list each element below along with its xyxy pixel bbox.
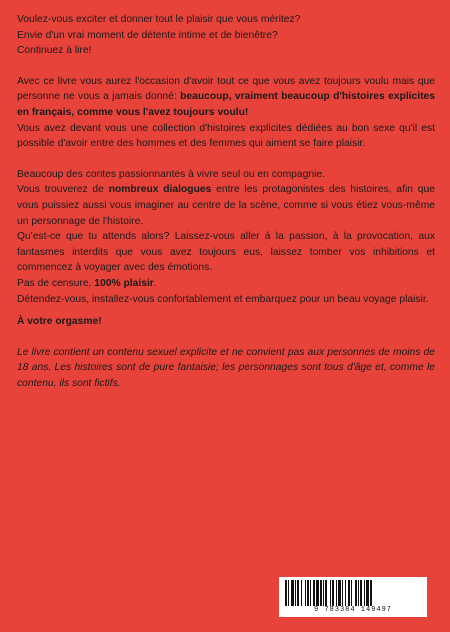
barcode-bar (330, 580, 331, 606)
barcode-bar (313, 580, 315, 606)
barcode-bar (360, 580, 362, 606)
barcode-bar (364, 580, 365, 606)
barcode-bar (305, 580, 306, 606)
paragraph-stories: Beaucoup des contes passionnantes à vivre seul ou en compagnie. (17, 168, 325, 180)
barcode-bar (291, 580, 294, 606)
paragraph-censure-pre: Pas de censure, (17, 277, 95, 289)
disclaimer-text: Le livre contient un contenu sexuel explicite et ne convient pas aux personnes de moins de 18 ans. Les histoires sont de pure fantaisie; les personnages sont tous d'âge et, comme le contenu, ils sont fictifs. (17, 346, 435, 389)
intro-line-3: Continuez à lire! (17, 45, 92, 57)
back-cover-text (17, 12, 435, 391)
barcode-bar (332, 580, 334, 606)
intro-line-1: Voulez-vous exciter et donner tout le plaisir que vous méritez? (17, 14, 301, 25)
barcode-bar (351, 580, 352, 606)
paragraph-dialogues-bold: nombreux dialogues (108, 184, 212, 196)
barcode-bar (336, 580, 337, 606)
barcode-bar (325, 580, 327, 606)
barcode-bar (316, 580, 319, 606)
barcode-bar (366, 580, 369, 606)
paragraph-relax: Détendez-vous, installez-vous confortablement et embarquez pour un beau voyage plaisir. (17, 293, 429, 305)
barcode-bar (307, 580, 309, 606)
paragraph-dialogues-post: entre les protagonistes des histoires, afin que vous puissiez aussi vous imaginer au centre de la scène, comme si vous étiez vous-même un personnage de l'histoire. (17, 184, 435, 227)
paragraph-censure-bold: 100% plaisir (94, 277, 154, 289)
barcode-bar (370, 580, 372, 606)
barcode-bar (358, 580, 359, 606)
barcode-bar (295, 580, 296, 606)
barcode-bar (297, 580, 299, 606)
barcode-group-2: 149497 (360, 606, 393, 614)
isbn-barcode (279, 577, 427, 617)
barcode-bar (342, 580, 343, 606)
barcode-digits (279, 606, 427, 614)
paragraph-passion: Qu'est-ce que tu attends alors? Laissez-vous aller à la passion, à la provocation, aux fantasmes interdits que vous avez toujours eus, laissez tomber vos inhibitions et commencez à voyager avec des émotions. (17, 231, 435, 274)
paragraph-collection: Vous avez devant vous une collection d'histoires explicites dédiées au bon sexe qu'il est possible d'avoir entre des hommes et des femmes qui aiment se faire plaisir. (17, 122, 435, 150)
barcode-bar (310, 580, 311, 606)
barcode-bar (285, 580, 287, 606)
intro-line-2: Envie d'un vrai moment de détente intime et de bienêtre? (17, 29, 278, 41)
closing-line-bold: À votre orgasme! (17, 316, 102, 328)
barcode-bar (348, 580, 350, 606)
barcode-bars (283, 580, 423, 606)
barcode-bar (320, 580, 322, 606)
paragraph-offer-bold: beaucoup, vraiment beaucoup d'histoires explicites en français, comme vous l'avez toujours voulu! (17, 91, 436, 118)
closing-line (17, 314, 435, 330)
paragraph-offer (17, 74, 435, 121)
paragraph-censure (17, 276, 435, 292)
barcode-group-1: 783384 (324, 606, 356, 614)
paragraph-dialogues (17, 182, 435, 229)
paragraph-censure-post: . (153, 277, 157, 289)
paragraph-dialogues-pre: Vous trouverez de (17, 184, 109, 196)
barcode-lead-digit: 9 (313, 606, 320, 614)
paragraph-offer-text: Avec ce livre vous aurez l'occasion d'avoir tout ce que vous avez toujours voulu mais que personne ne vous a jamais donné: (17, 75, 435, 103)
barcode-bar (345, 580, 346, 606)
barcode-bar (338, 580, 341, 606)
barcode-bar (355, 580, 357, 606)
barcode-bar (288, 580, 289, 606)
barcode-bar (323, 580, 324, 606)
barcode-bar (301, 580, 302, 606)
